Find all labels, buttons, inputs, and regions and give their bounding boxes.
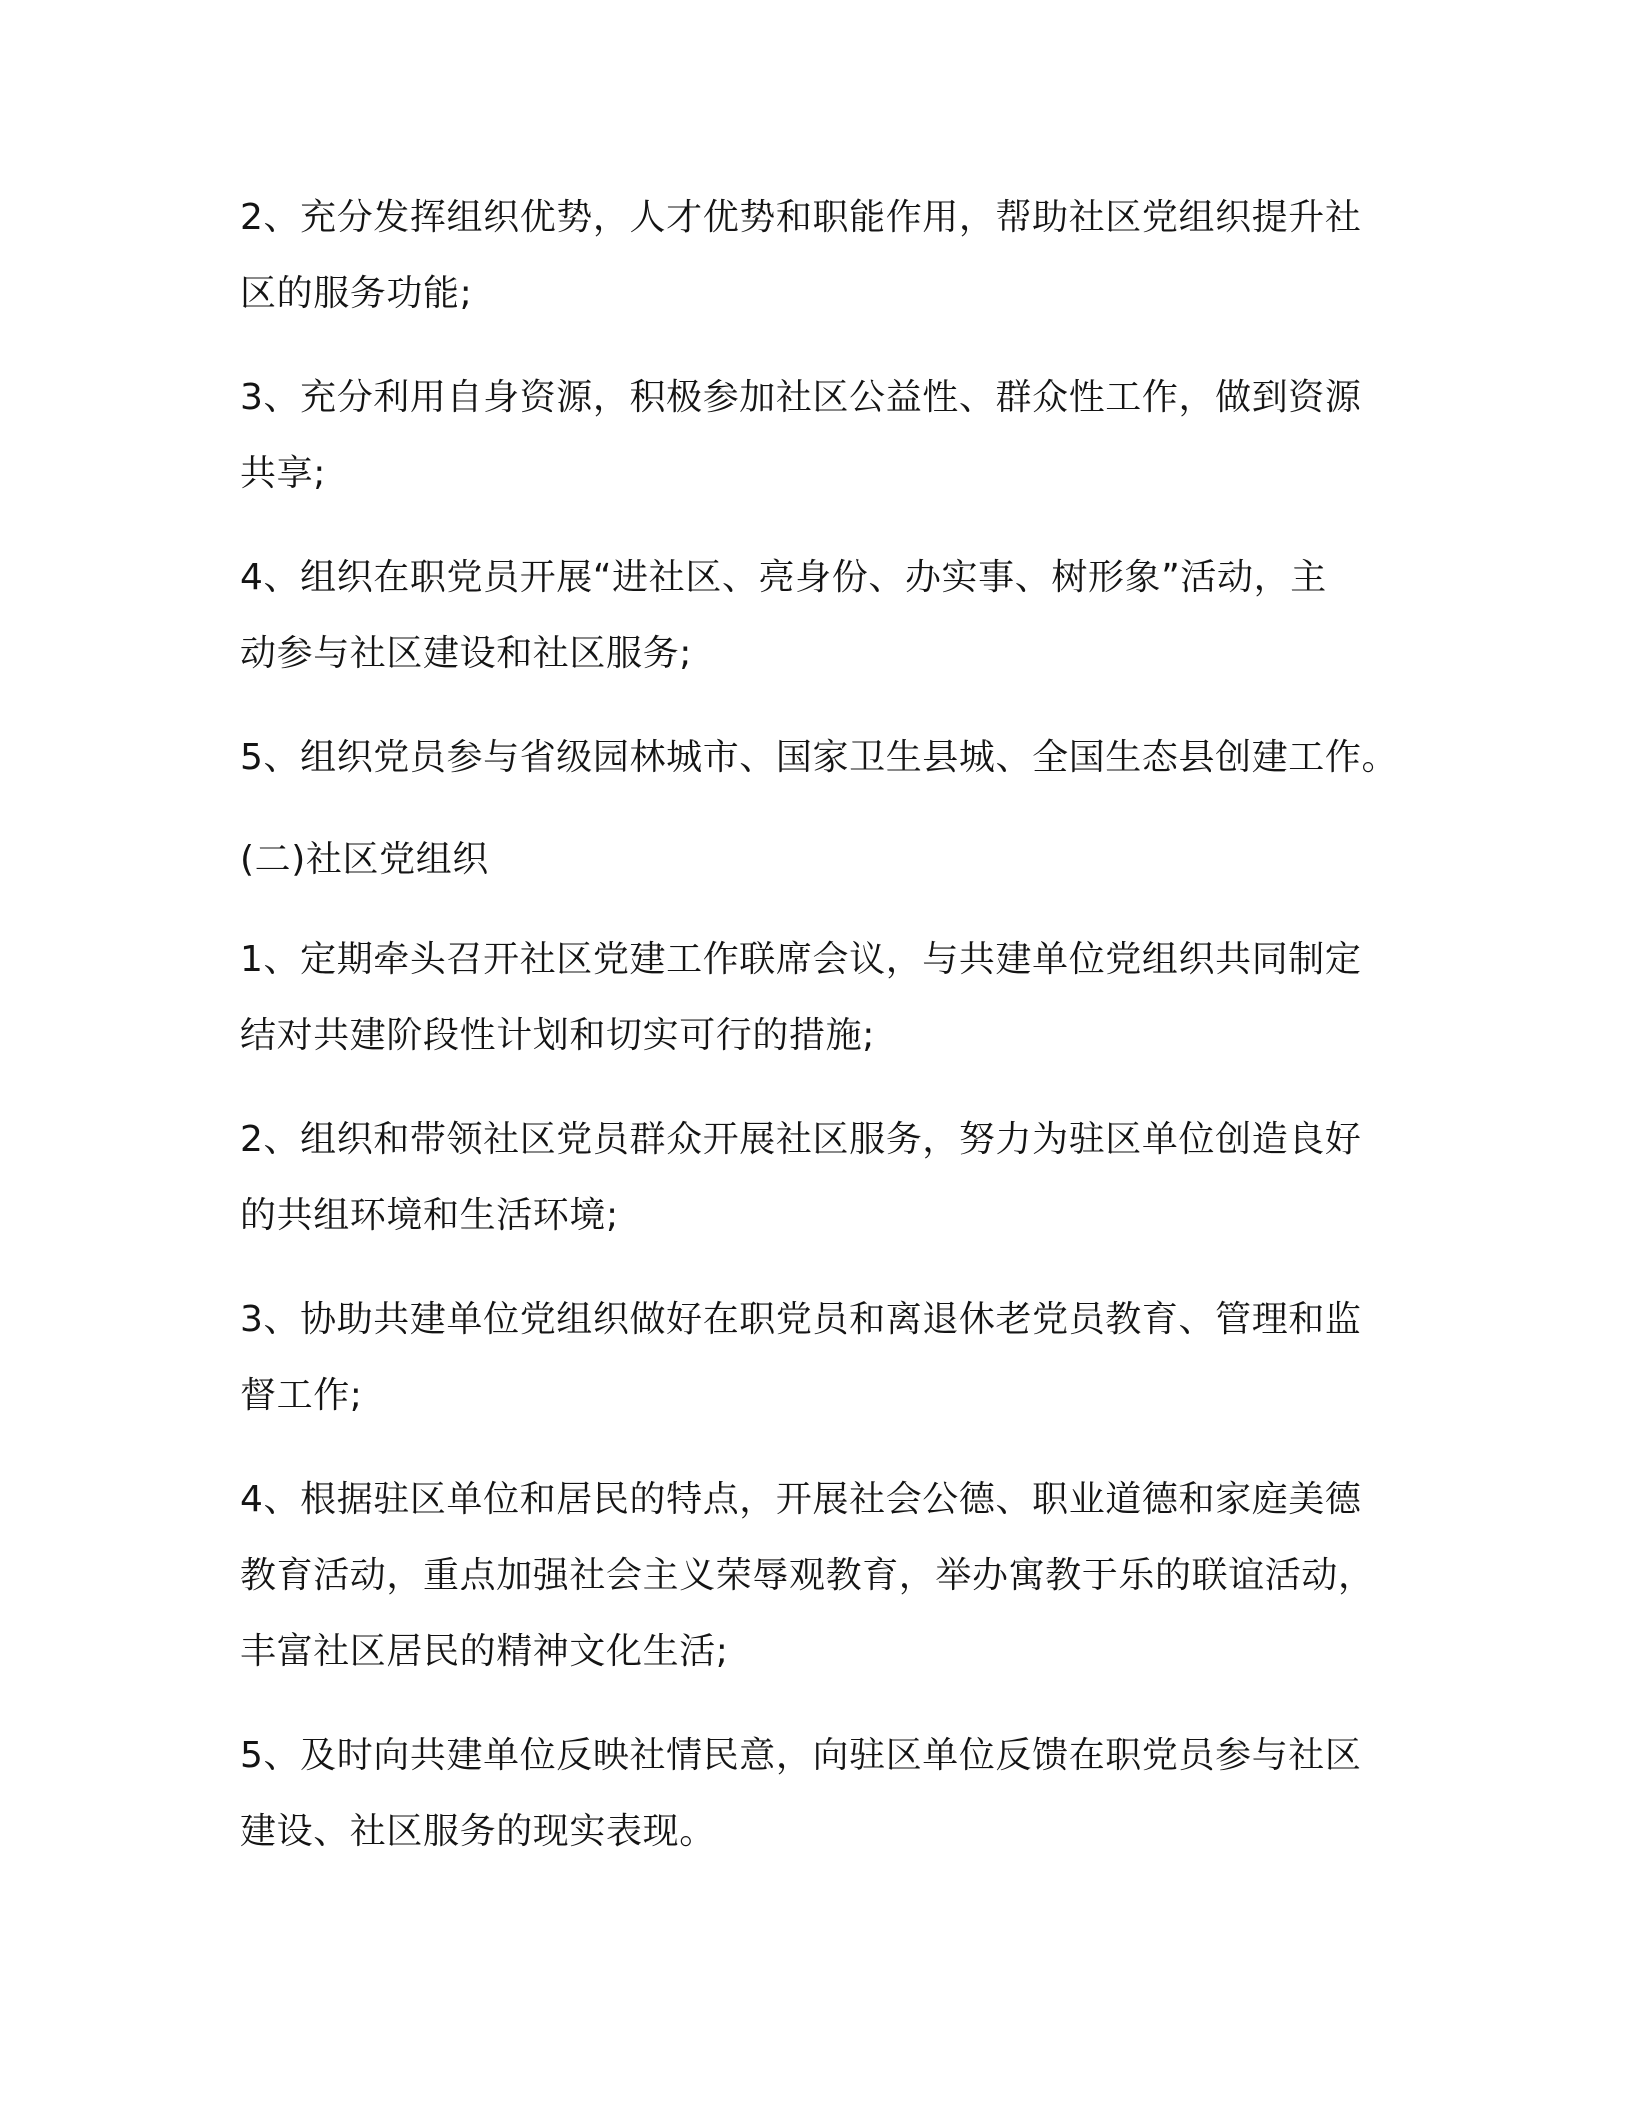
item-2b-line-2: 的共组环境和生活环境; [240, 1195, 619, 1236]
section-heading: (二)社区党组织 [240, 839, 489, 880]
item-4-line-2: 动参与社区建设和社区服务; [240, 633, 692, 674]
item-5b-line-1: 5、及时向共建单位反映社情民意，向驻区单位反馈在职党员参与社区 [240, 1735, 1362, 1776]
document-page [240, 0, 1400, 2112]
item-2b-line-1: 2、组织和带领社区党员群众开展社区服务，努力为驻区单位创造良好 [240, 1119, 1362, 1160]
item-3b-line-2: 督工作; [240, 1375, 363, 1416]
item-1-line-2: 结对共建阶段性计划和切实可行的措施; [240, 1015, 875, 1056]
item-4b-line-1: 4、根据驻区单位和居民的特点，开展社会公德、职业道德和家庭美德 [240, 1479, 1362, 1520]
item-4b-line-3: 丰富社区居民的精神文化生活; [240, 1631, 729, 1672]
item-2-line-2: 区的服务功能; [240, 273, 473, 314]
item-3b-line-1: 3、协助共建单位党组织做好在职党员和离退休老党员教育、管理和监 [240, 1299, 1362, 1340]
item-3-line-1: 3、充分利用自身资源，积极参加社区公益性、群众性工作，做到资源 [240, 377, 1362, 418]
item-4-line-1: 4、组织在职党员开展“进社区、亮身份、办实事、树形象”活动，主 [240, 557, 1327, 598]
item-5b-line-2: 建设、社区服务的现实表现。 [240, 1811, 716, 1852]
item-4b-line-2: 教育活动，重点加强社会主义荣辱观教育，举办寓教于乐的联谊活动， [240, 1555, 1375, 1596]
item-2-line-1: 2、充分发挥组织优势，人才优势和职能作用，帮助社区党组织提升社 [240, 197, 1362, 238]
item-3-line-2: 共享; [240, 453, 326, 494]
item-1-line-1: 1、定期牵头召开社区党建工作联席会议，与共建单位党组织共同制定 [240, 939, 1362, 980]
item-5-line-1: 5、组织党员参与省级园林城市、国家卫生县城、全国生态县创建工作。 [240, 737, 1399, 778]
